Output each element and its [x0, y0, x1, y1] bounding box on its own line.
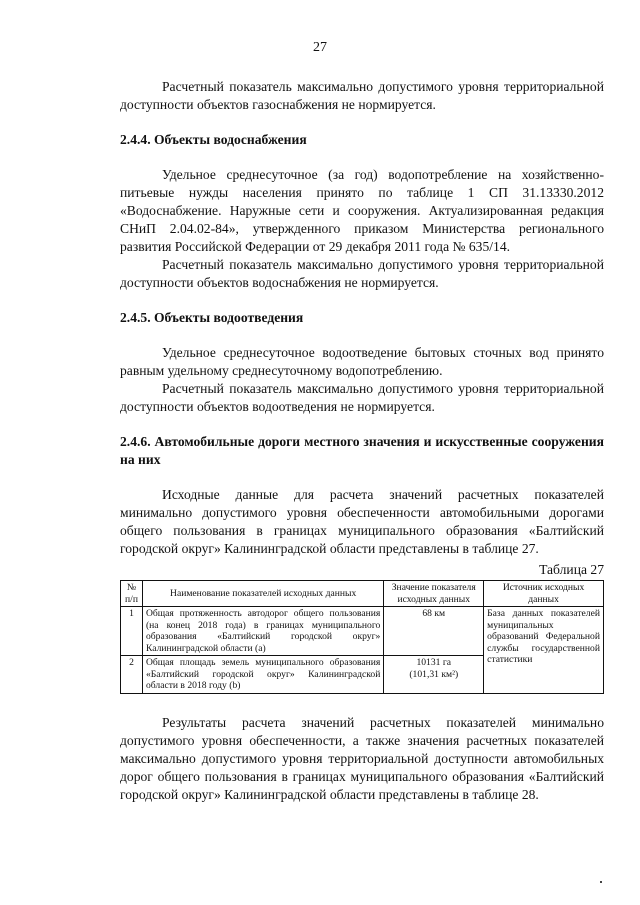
paragraph-results: Результаты расчета значений расчетных показателей минимально допустимого уровня обеспеченности, а также значения расчетных показателей максимально допустимого уровня территориальной доступности автомобильных дорог общего пользования в границах муниципального образования «Балтийский городской округ» Калининградской области представлены в таблице 28. [120, 714, 604, 802]
cell-source: База данных показателей муниципальных образований Федеральной службы государственной статистики [484, 607, 604, 694]
cell-value: 68 км [384, 607, 484, 656]
header-value: Значение показателя исходных данных [384, 581, 484, 607]
cell-name: Общая площадь земель муниципального образования «Балтийский городской округ» Калининградской области в 2018 году (b) [142, 656, 383, 694]
header-source: Источник исходных данных [484, 581, 604, 607]
paragraph-disposal-accessibility: Расчетный показатель максимально допустимого уровня территориальной доступности объектов водоотведения не нормируется. [120, 381, 604, 414]
paragraph-water-consumption: Удельное среднесуточное (за год) водопотребление на хозяйственно-питьевые нужды населения принято по таблице 1 СП 31.13330.2012 «Водоснабжение. Наружные сети и сооружения. Актуализированная редакция СНиП 2.04.02-84», утвержденного приказом Министерства регионального развития Российской Федерации от 29 декабря 2011 года № 635/14. [120, 167, 604, 254]
document-body [120, 78, 604, 804]
header-name: Наименование показателей исходных данных [142, 581, 383, 607]
cell-name: Общая протяженность автодорог общего пользования (на конец 2018 года) в границах муниципального образования «Балтийский городской округ» Калининградской области (a) [142, 607, 383, 656]
paragraph-disposal: Удельное среднесуточное водоотведение бытовых сточных вод принято равным удельному среднесуточному водопотреблению. [120, 345, 604, 378]
header-num: № п/п [121, 581, 143, 607]
table-caption: Таблица 27 [539, 562, 604, 577]
cell-value-line: 10131 га [416, 657, 452, 668]
table-header-row [121, 581, 604, 607]
paragraph-roads-source: Исходные данные для расчета значений расчетных показателей минимально допустимого уровня обеспеченности автомобильными дорогами общего пользования в границах муниципального образования «Балтийский городской округ» Калининградской области представлены в таблице 27. [120, 487, 604, 556]
page-number: 27 [313, 40, 327, 55]
paragraph-water-accessibility: Расчетный показатель максимально допустимого уровня территориальной доступности объектов водоснабжения не нормируется. [120, 257, 604, 290]
source-data-table [120, 580, 604, 694]
heading-water-disposal: 2.4.5. Объекты водоотведения [120, 310, 304, 325]
cell-num: 2 [121, 656, 143, 694]
scan-speck [600, 881, 602, 883]
cell-num: 1 [121, 607, 143, 656]
heading-water-supply: 2.4.4. Объекты водоснабжения [120, 132, 307, 147]
cell-value [384, 656, 484, 694]
paragraph-gas: Расчетный показатель максимально допустимого уровня территориальной доступности объектов газоснабжения не нормируется. [120, 79, 604, 112]
heading-roads: 2.4.6. Автомобильные дороги местного значения и искусственные сооружения на них [120, 434, 604, 467]
table-row [121, 607, 604, 656]
cell-value-line: (101,31 км²) [409, 668, 459, 680]
